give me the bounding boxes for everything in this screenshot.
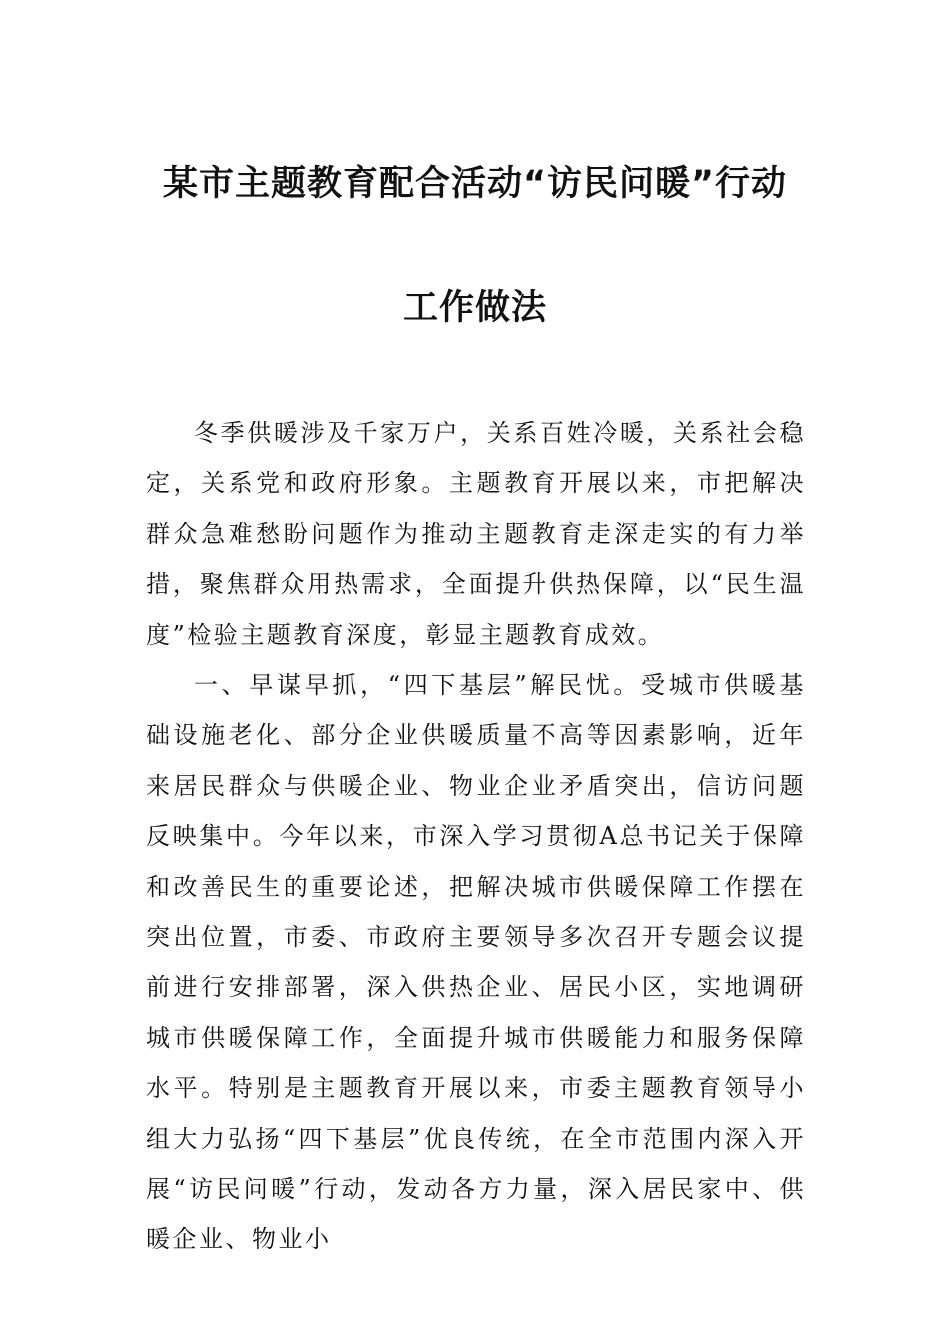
document-title-line-1: 某市主题教育配合活动“访民问暖”行动 xyxy=(162,164,787,204)
document-title-line-2: 工作做法 xyxy=(402,288,547,328)
paragraph-text: 冬季供暖涉及千家万户，关系百姓冷暖，关系社会稳定，关系党和政府形象。主题教育开展以来，市把解决群众急难愁盼问题作为推动主题教育走深走实的有力举措，聚焦群众用热需求，全面提升供热保障，以“民生温度”检验主题教育深度，彰显主题教育成效。 xyxy=(146,419,806,649)
body-paragraph-intro xyxy=(146,408,806,660)
body-paragraph-section-1 xyxy=(146,660,806,1265)
paragraph-text: 一、早谋早抓，“四下基层”解民忧。受城市供暖基础设施老化、部分企业供暖质量不高等因素影响，近年来居民群众与供暖企业、物业企业矛盾突出，信访问题反映集中。今年以来，市深入学习贯彻A总书记关于保障和改善民生的重要论述，把解决城市供暖保障工作摆在突出位置，市委、市政府主要领导多次召开专题会议提前进行安排部署，深入供热企业、居民小区，实地调研城市供暖保障工作，全面提升城市供暖能力和服务保障水平。特别是主题教育开展以来，市委主题教育领导小组大力弘扬“四下基层”优良传统，在全市范围内深入开展“访民问暖”行动，发动各方力量，深入居民家中、供暖企业、物业小 xyxy=(146,671,806,1254)
